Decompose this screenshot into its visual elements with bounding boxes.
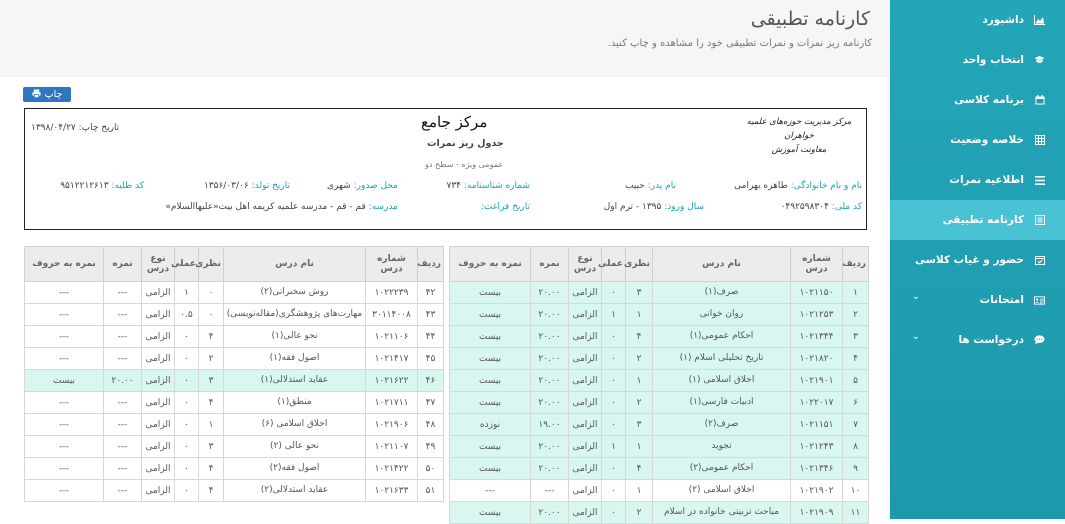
- cell-code: ۱۰۲۱۳۴۴: [791, 326, 843, 348]
- cell-grade: ۲۰.۰۰: [531, 436, 569, 458]
- column-header: نمره به حروف: [25, 247, 104, 282]
- cell-name: اصول فقه(۲): [224, 458, 366, 480]
- cell-code: ۱۰۲۱۶۳۳: [366, 480, 418, 502]
- cell-type: الزامی: [569, 304, 602, 326]
- cell-theory: ۳: [626, 282, 653, 304]
- sidebar-item-0[interactable]: [890, 0, 1065, 40]
- cell-words: ---: [25, 414, 104, 436]
- cell-theory: ۴: [626, 458, 653, 480]
- cell-name: اخلاق اسلامی (۶): [224, 414, 366, 436]
- cell-practice: ۰: [175, 458, 199, 480]
- print-date: تاریخ چاپ: ۱۳۹۸/۰۴/۲۷: [31, 123, 120, 133]
- cell-code: ۱۰۲۱۱۰۶: [366, 326, 418, 348]
- cell-practice: ۰: [602, 348, 626, 370]
- field-entry-label: سال ورود:: [664, 202, 704, 212]
- cell-words: ---: [25, 282, 104, 304]
- cell-words: بیست: [450, 304, 531, 326]
- field-school: [165, 202, 398, 212]
- cell-code: ۱۰۲۱۷۱۱: [366, 392, 418, 414]
- cell-grade: ---: [104, 392, 142, 414]
- column-header: عملی: [602, 247, 626, 282]
- field-school-value: قم - قم - مدرسه علمیه کریمه اهل بیت«علیهاالسلام»: [165, 202, 366, 212]
- sidebar-item-label: امتحانات: [979, 294, 1024, 306]
- field-birth-date: [204, 181, 290, 191]
- cell-code: ۱۰۲۱۲۴۳: [791, 436, 843, 458]
- table-row: [450, 304, 869, 326]
- cell-practice: ۰: [175, 392, 199, 414]
- sidebar-item-label: خلاصه وضعیت: [950, 134, 1024, 146]
- cell-row: ۴۷: [418, 392, 444, 414]
- cell-name: احکام عمومی(۱): [653, 326, 791, 348]
- sidebar-item-5[interactable]: [890, 200, 1065, 240]
- cell-words: ---: [25, 436, 104, 458]
- cell-practice: ۰: [175, 480, 199, 502]
- table-row: [450, 480, 869, 502]
- print-button-label: چاپ: [44, 89, 63, 100]
- cell-type: الزامی: [569, 370, 602, 392]
- cell-theory: ۴: [199, 326, 224, 348]
- cell-words: بیست: [450, 348, 531, 370]
- cell-words: ---: [25, 304, 104, 326]
- field-birth-value: ۱۳۵۶/۰۳/۰۶: [203, 181, 249, 191]
- cell-theory: ۲: [626, 392, 653, 414]
- list-alt-icon: [1034, 215, 1045, 226]
- sidebar-item-4[interactable]: [890, 160, 1065, 200]
- column-header: شماره درس: [791, 247, 843, 282]
- cell-practice: ۱: [602, 436, 626, 458]
- cell-practice: ۰: [602, 502, 626, 524]
- cell-row: ۴۳: [418, 304, 444, 326]
- print-button[interactable]: [23, 87, 71, 102]
- cell-theory: ۴: [626, 326, 653, 348]
- cell-theory: ۱: [626, 370, 653, 392]
- list-icon: [1034, 175, 1045, 186]
- cell-code: ۱۰۲۱۹۰۲: [791, 480, 843, 502]
- cell-row: ۴۴: [418, 326, 444, 348]
- area-chart-icon: [1034, 15, 1045, 26]
- field-id-number: [447, 181, 530, 191]
- sidebar-item-6[interactable]: [890, 240, 1065, 280]
- cell-practice: ۰: [602, 458, 626, 480]
- cell-name: اخلاق اسلامی (۱): [653, 370, 791, 392]
- column-header: عملی: [175, 247, 199, 282]
- cell-grade: ۲۰.۰۰: [531, 392, 569, 414]
- table-row: [450, 370, 869, 392]
- column-header: نمره: [531, 247, 569, 282]
- table-row: [450, 282, 869, 304]
- column-header: ردیف: [418, 247, 444, 282]
- cell-grade: ---: [104, 436, 142, 458]
- cell-name: روان خوانی: [653, 304, 791, 326]
- field-name: [734, 181, 862, 191]
- cell-code: ۳۰۱۱۴۰۰۸: [366, 304, 418, 326]
- cell-row: ۷: [843, 414, 869, 436]
- field-name-value: طاهره بهرامی: [734, 181, 788, 191]
- cell-code: ۱۰۲۱۴۱۷: [366, 348, 418, 370]
- sidebar-item-label: کارنامه تطبیقی: [942, 214, 1024, 226]
- cell-grade: ---: [104, 282, 142, 304]
- field-entry-year: [604, 202, 704, 212]
- cell-type: الزامی: [569, 458, 602, 480]
- column-header: نمره: [104, 247, 142, 282]
- cell-grade: ۲۰.۰۰: [104, 370, 142, 392]
- cell-theory: ۲: [199, 348, 224, 370]
- cell-code: ۱۰۲۲۲۳۹: [366, 282, 418, 304]
- table-icon: [1034, 135, 1045, 146]
- comment-icon: [1034, 335, 1045, 346]
- sidebar-item-3[interactable]: [890, 120, 1065, 160]
- sidebar-item-label: اطلاعیه نمرات: [949, 174, 1024, 186]
- cell-name: عقاید استدلالی(۲): [224, 480, 366, 502]
- cell-grade: ۲۰.۰۰: [531, 370, 569, 392]
- cell-name: مباحث تربیتی خانواده در اسلام: [653, 502, 791, 524]
- cell-words: نوزده: [450, 414, 531, 436]
- field-id-number-label: شماره شناسنامه:: [463, 181, 530, 191]
- field-school-label: مدرسه:: [368, 202, 398, 212]
- cell-name: صرف(۲): [653, 414, 791, 436]
- sidebar-item-label: درخواست ها: [958, 334, 1024, 346]
- cell-name: مهارت‌های پژوهشگری(مقاله‌نویسی): [224, 304, 366, 326]
- table-row: [25, 414, 444, 436]
- sidebar-item-label: حضور و غیاب کلاسی: [914, 254, 1024, 266]
- cell-row: ۴۶: [418, 370, 444, 392]
- cell-practice: ۰: [175, 348, 199, 370]
- cell-type: الزامی: [569, 348, 602, 370]
- cell-words: بیست: [450, 392, 531, 414]
- cell-grade: ۱۹.۰۰: [531, 414, 569, 436]
- field-grad-label: تاریخ فراغت:: [480, 202, 530, 212]
- page-subtitle: کارنامه ریز نمرات و نمرات تطبیقی خود را مشاهده و چاپ کنید.: [607, 38, 872, 49]
- cell-code: ۱۰۲۱۳۴۶: [791, 458, 843, 480]
- cell-theory: ۴: [199, 392, 224, 414]
- cell-row: ۱۰: [843, 480, 869, 502]
- chevron-down-icon: ⌄: [912, 292, 920, 302]
- cell-row: ۵۱: [418, 480, 444, 502]
- calendar-check-icon: [1034, 255, 1045, 266]
- cell-code: ۱۰۲۱۹۰۶: [366, 414, 418, 436]
- report-card-header: [24, 108, 867, 230]
- cell-name: منطق(۱): [224, 392, 366, 414]
- cell-practice: ۰: [602, 414, 626, 436]
- table-row: [25, 480, 444, 502]
- cell-grade: ---: [104, 414, 142, 436]
- cell-name: عقاید استدلالی(۱): [224, 370, 366, 392]
- cell-words: بیست: [450, 458, 531, 480]
- table-row: [25, 392, 444, 414]
- cell-theory: ۳: [199, 370, 224, 392]
- cell-code: ۱۰۲۱۱۰۷: [366, 436, 418, 458]
- table-row: [25, 348, 444, 370]
- cell-name: صرف(۱): [653, 282, 791, 304]
- cell-grade: ---: [104, 458, 142, 480]
- cell-grade: ۲۰.۰۰: [531, 326, 569, 348]
- cell-code: ۱۰۲۱۲۵۳: [791, 304, 843, 326]
- cell-name: اصول فقه(۱): [224, 348, 366, 370]
- column-header: شماره درس: [366, 247, 418, 282]
- cell-name: تجوید: [653, 436, 791, 458]
- column-header: نظری: [626, 247, 653, 282]
- cell-type: الزامی: [142, 304, 175, 326]
- table-row: [450, 392, 869, 414]
- sidebar-item-7[interactable]: [890, 280, 1065, 320]
- field-student-value: ۹۵۱۲۲۱۲۶۱۳: [60, 181, 109, 191]
- cell-type: الزامی: [142, 414, 175, 436]
- field-father-label: نام پدر:: [647, 181, 676, 191]
- column-header: نوع درس: [142, 247, 175, 282]
- chevron-down-icon: ⌄: [912, 332, 920, 342]
- cell-practice: ۰: [175, 414, 199, 436]
- table-row: [450, 458, 869, 480]
- cell-theory: ۲: [626, 348, 653, 370]
- cell-row: ۵۰: [418, 458, 444, 480]
- cell-code: ۱۰۲۱۱۵۱: [791, 414, 843, 436]
- column-header: نام درس: [653, 247, 791, 282]
- field-id-number-value: ۷۳۴: [446, 181, 462, 191]
- cell-practice: ۱: [602, 304, 626, 326]
- cell-row: ۴: [843, 348, 869, 370]
- cell-theory: ۱: [626, 436, 653, 458]
- cell-practice: ۰: [602, 370, 626, 392]
- cell-name: روش سخنرانی(۲): [224, 282, 366, 304]
- cell-theory: ۲: [626, 502, 653, 524]
- column-header: ردیف: [843, 247, 869, 282]
- cell-name: تاریخ تحلیلی اسلام (۱): [653, 348, 791, 370]
- field-name-label: نام و نام خانوادگی:: [790, 181, 862, 191]
- calendar-icon: [1034, 95, 1045, 106]
- field-father-value: حبیب: [624, 181, 645, 191]
- field-national-code: [781, 202, 862, 212]
- printer-icon: [32, 89, 41, 101]
- cell-practice: ۰: [602, 480, 626, 502]
- cell-type: الزامی: [142, 392, 175, 414]
- table-header-row: [25, 247, 444, 282]
- cell-grade: ---: [531, 480, 569, 502]
- cell-grade: ---: [104, 326, 142, 348]
- sidebar-item-8[interactable]: [890, 320, 1065, 360]
- cell-type: الزامی: [142, 282, 175, 304]
- field-issue-label: محل صدور:: [353, 181, 398, 191]
- cell-theory: ۱: [626, 480, 653, 502]
- sidebar-item-1[interactable]: [890, 40, 1065, 80]
- sidebar-item-2[interactable]: [890, 80, 1065, 120]
- cell-type: الزامی: [569, 502, 602, 524]
- cell-words: ---: [25, 480, 104, 502]
- cell-theory: ۴: [199, 458, 224, 480]
- id-card-icon: [1034, 295, 1045, 306]
- cell-grade: ۲۰.۰۰: [531, 458, 569, 480]
- cell-row: ۴۲: [418, 282, 444, 304]
- cell-theory: ۳: [199, 436, 224, 458]
- column-header: نام درس: [224, 247, 366, 282]
- sidebar-item-label: داشبورد: [982, 14, 1024, 26]
- cell-theory: ۰: [199, 304, 224, 326]
- sidebar-item-label: انتخاب واحد: [962, 54, 1024, 66]
- organization-logo: [744, 115, 854, 157]
- cell-words: ---: [25, 326, 104, 348]
- sidebar-item-label: برنامه کلاسی: [954, 94, 1024, 106]
- table-row: [25, 282, 444, 304]
- field-national-value: ۰۴۹۲۵۹۸۳۰۴: [780, 202, 829, 212]
- cell-practice: ۱: [175, 282, 199, 304]
- cell-practice: ۰: [175, 326, 199, 348]
- column-header: نمره به حروف: [450, 247, 531, 282]
- cell-code: ۱۰۲۱۱۵۰: [791, 282, 843, 304]
- cell-theory: ۱: [626, 304, 653, 326]
- cell-row: ۱۱: [843, 502, 869, 524]
- cell-practice: ۰: [602, 392, 626, 414]
- cell-code: ۱۰۲۱۸۲۰: [791, 348, 843, 370]
- table-row: [25, 326, 444, 348]
- cell-type: الزامی: [142, 436, 175, 458]
- cell-type: الزامی: [142, 370, 175, 392]
- cell-grade: ---: [104, 348, 142, 370]
- cell-theory: ۰: [199, 282, 224, 304]
- table-row: [450, 502, 869, 524]
- table-row: [25, 436, 444, 458]
- cell-grade: ۲۰.۰۰: [531, 304, 569, 326]
- cell-row: ۱: [843, 282, 869, 304]
- table-row: [450, 326, 869, 348]
- cell-type: الزامی: [569, 326, 602, 348]
- cell-words: ---: [25, 348, 104, 370]
- cell-code: ۱۰۲۱۹۰۹: [791, 502, 843, 524]
- cell-words: ---: [25, 458, 104, 480]
- cell-name: احکام عمومی(۲): [653, 458, 791, 480]
- grades-table-left: [24, 246, 444, 502]
- cell-grade: ۲۰.۰۰: [531, 348, 569, 370]
- cell-words: بیست: [450, 282, 531, 304]
- cell-words: بیست: [25, 370, 104, 392]
- cell-words: بیست: [450, 326, 531, 348]
- cell-row: ۴۸: [418, 414, 444, 436]
- field-issue-value: شهری: [327, 181, 351, 191]
- table-row: [450, 348, 869, 370]
- cell-row: ۶: [843, 392, 869, 414]
- cell-practice: ۰: [602, 326, 626, 348]
- cell-type: الزامی: [142, 458, 175, 480]
- cell-words: ---: [25, 392, 104, 414]
- cell-code: ۱۰۲۱۴۲۲: [366, 458, 418, 480]
- table-row: [450, 436, 869, 458]
- cell-theory: ۱: [199, 414, 224, 436]
- cell-code: ۱۰۲۱۶۲۲: [366, 370, 418, 392]
- cell-code: ۱۰۲۱۹۰۱: [791, 370, 843, 392]
- cell-row: ۴۹: [418, 436, 444, 458]
- field-father: [625, 181, 676, 191]
- table-row: [25, 304, 444, 326]
- sidebar: [890, 0, 1065, 519]
- page-header: [0, 0, 890, 77]
- center-logo: مرکز جامع: [421, 113, 488, 131]
- cell-type: الزامی: [142, 480, 175, 502]
- cell-theory: ۳: [626, 414, 653, 436]
- cell-words: بیست: [450, 370, 531, 392]
- cell-type: الزامی: [569, 480, 602, 502]
- cell-name: اخلاق اسلامی (۲): [653, 480, 791, 502]
- cell-type: الزامی: [569, 414, 602, 436]
- field-student-code: [60, 181, 144, 191]
- org-line-2: معاونت آموزش: [771, 145, 827, 155]
- cell-practice: ۰: [602, 282, 626, 304]
- cell-grade: ---: [104, 304, 142, 326]
- column-header: نظری: [199, 247, 224, 282]
- cell-row: ۵: [843, 370, 869, 392]
- field-student-label: کد طلبه:: [111, 181, 144, 191]
- grades-table-right: [449, 246, 869, 524]
- cell-code: ۱۰۲۲۰۱۷: [791, 392, 843, 414]
- cell-words: بیست: [450, 436, 531, 458]
- org-line-1: مرکز مدیریت حوزه‌های علمیه خواهران: [746, 117, 852, 141]
- cell-type: الزامی: [569, 436, 602, 458]
- cell-practice: ۰.۵: [175, 304, 199, 326]
- cell-name: نحو عالی (۲): [224, 436, 366, 458]
- cell-row: ۳: [843, 326, 869, 348]
- report-title: جدول ریز نمرات: [427, 138, 504, 149]
- report-subtitle: عمومی ویژه - سطح دو: [425, 160, 504, 169]
- cell-type: الزامی: [142, 326, 175, 348]
- table-header-row: [450, 247, 869, 282]
- cell-type: الزامی: [569, 282, 602, 304]
- cell-practice: ۰: [175, 370, 199, 392]
- cell-grade: ۲۰.۰۰: [531, 282, 569, 304]
- cell-row: ۹: [843, 458, 869, 480]
- cell-words: ---: [450, 480, 531, 502]
- cell-type: الزامی: [569, 392, 602, 414]
- cell-name: نحو عالی(۱): [224, 326, 366, 348]
- graduation-cap-icon: [1034, 55, 1045, 66]
- cell-grade: ۲۰.۰۰: [531, 502, 569, 524]
- table-row: [450, 414, 869, 436]
- cell-row: ۸: [843, 436, 869, 458]
- cell-name: ادبیات فارسی(۱): [653, 392, 791, 414]
- cell-row: ۴۵: [418, 348, 444, 370]
- table-row: [25, 458, 444, 480]
- page-title: کارنامه تطبیقی: [750, 8, 870, 30]
- cell-words: بیست: [450, 502, 531, 524]
- field-entry-value: ۱۳۹۵ - ترم اول: [603, 202, 662, 212]
- cell-theory: ۴: [199, 480, 224, 502]
- table-row: [25, 370, 444, 392]
- field-national-label: کد ملی:: [831, 202, 862, 212]
- field-birth-label: تاریخ تولد:: [251, 181, 290, 191]
- column-header: نوع درس: [569, 247, 602, 282]
- cell-row: ۲: [843, 304, 869, 326]
- cell-grade: ---: [104, 480, 142, 502]
- cell-practice: ۰: [175, 436, 199, 458]
- field-graduation-date: [481, 202, 530, 212]
- field-issue-place: [327, 181, 398, 191]
- cell-type: الزامی: [142, 348, 175, 370]
